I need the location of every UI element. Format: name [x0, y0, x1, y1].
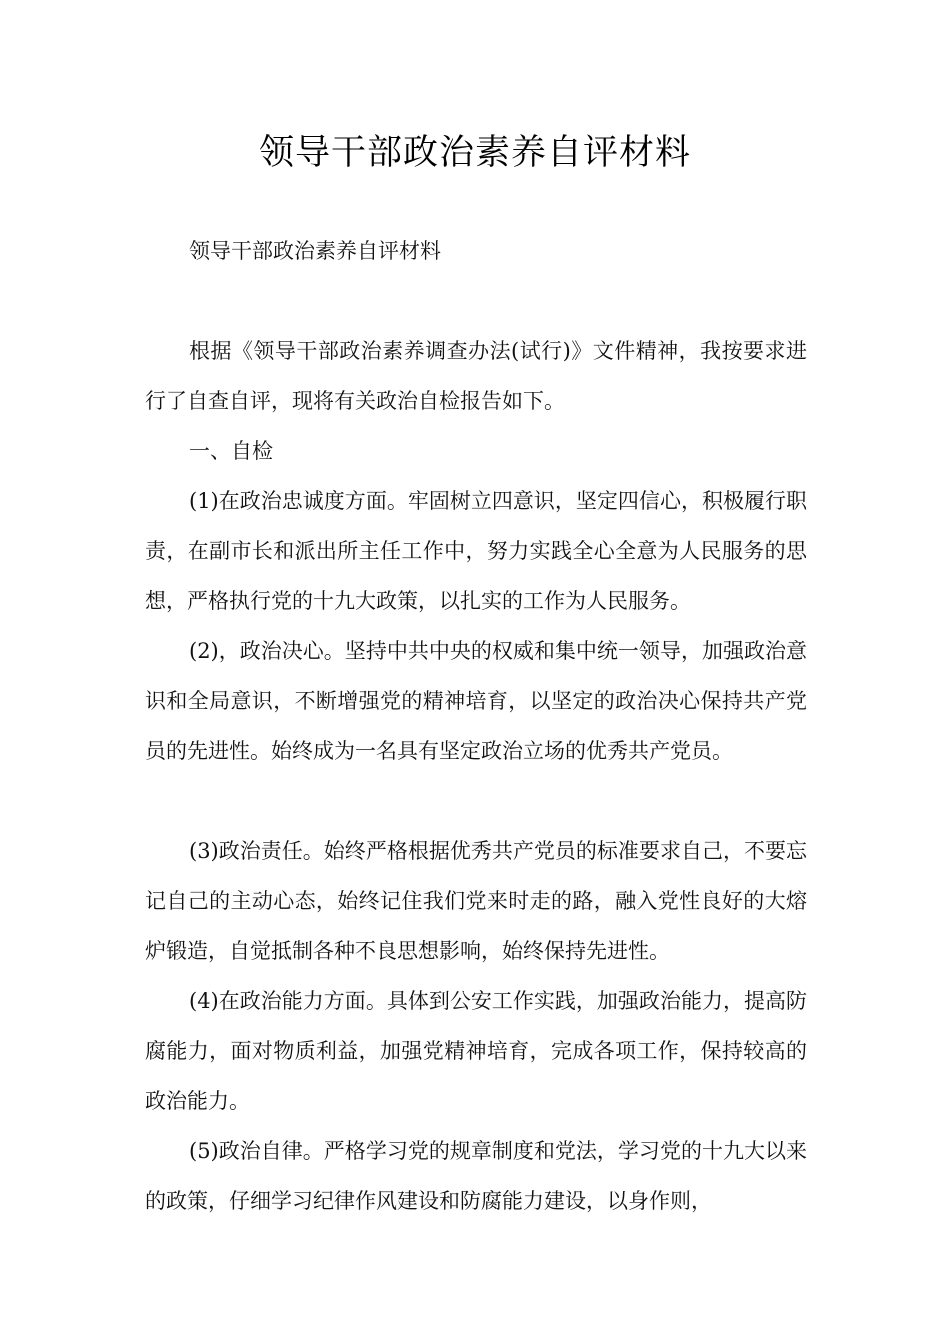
section-heading-self-check: 一、自检	[189, 439, 273, 463]
document-title: 领导干部政治素养自评材料	[258, 133, 691, 173]
item-paragraph-3: (3)政治责任。始终严格根据优秀共产党员的标准要求自己，不要忘记自己的主动心态，始终记住我们党来时走的路，融入党性良好的大熔炉锻造，自觉抵制各种不良思想影响，始终保持先进性。	[145, 839, 807, 963]
intro-paragraph: 根据《领导干部政治素养调查办法(试行)》文件精神，我按要求进行了自查自评，现将有关政治自检报告如下。	[145, 339, 807, 413]
item-paragraph-4: (4)在政治能力方面。具体到公安工作实践，加强政治能力，提高防腐能力，面对物质利益，加强党精神培育，完成各项工作，保持较高的政治能力。	[145, 989, 807, 1113]
item-paragraph-2: (2)，政治决心。坚持中共中央的权威和集中统一领导，加强政治意识和全局意识，不断增强党的精神培育，以坚定的政治决心保持共产党员的先进性。始终成为一名具有坚定政治立场的优秀共产党员。	[145, 639, 807, 763]
item-paragraph-5: (5)政治自律。严格学习党的规章制度和党法，学习党的十九大以来的政策，仔细学习纪律作风建设和防腐能力建设，以身作则，	[145, 1139, 807, 1213]
subtitle-paragraph: 领导干部政治素养自评材料	[189, 239, 441, 263]
item-paragraph-1: (1)在政治忠诚度方面。牢固树立四意识，坚定四信心，积极履行职责，在副市长和派出所主任工作中，努力实践全心全意为人民服务的思想，严格执行党的十九大政策，以扎实的工作为人民服务。	[145, 489, 807, 613]
